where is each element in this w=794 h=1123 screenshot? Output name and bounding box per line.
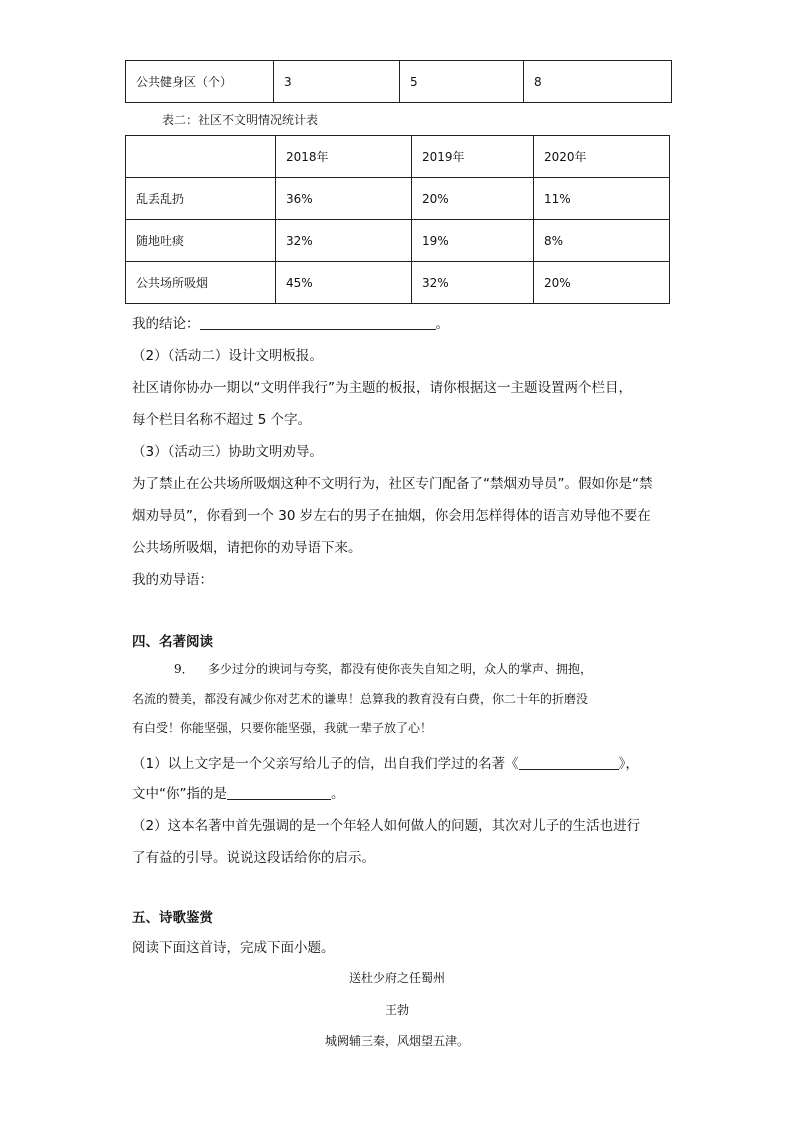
conclusion-label: 我的结论：	[132, 316, 200, 332]
activity3-text-line: 公共场所吸烟，请把你的劝导语下来。	[132, 540, 362, 556]
table-cell: 公共场所吸烟	[126, 262, 276, 304]
book-title-blank[interactable]	[519, 755, 619, 770]
conclusion-line	[132, 312, 449, 332]
passage-line: 多少过分的谀词与夸奖，都没有使你丧失自知之明，众人的掌声、拥抱，	[208, 662, 593, 676]
table-caption: 表二：社区不文明情况统计表	[162, 113, 319, 127]
table-header-row	[126, 136, 670, 178]
poem-line: 城阙辅三秦，风烟望五津。	[324, 1034, 469, 1048]
question-text: 文中“你”指的是	[132, 786, 227, 802]
poem-author: 王勃	[384, 1003, 409, 1017]
table-cell: 8	[524, 61, 672, 103]
question-text: 。	[331, 786, 345, 802]
table-cell: 32%	[276, 220, 412, 262]
passage-line: 名流的赞美，都没有减少你对艺术的谦卑！总算我的教育没有白费，你二十年的折磨没	[132, 692, 589, 706]
question-text: （1）以上文字是一个父亲写给儿子的信，出自我们学过的名著《	[132, 756, 519, 772]
table-cell: 5	[400, 61, 524, 103]
table-header-cell: 2020年	[534, 136, 670, 178]
table-cell: 32%	[412, 262, 534, 304]
question-number: 9．	[174, 662, 194, 676]
passage-line: 有白受！你能坚强，只要你能坚强，我就一辈子放了心！	[132, 721, 433, 735]
facilities-table	[125, 60, 672, 103]
table-cell: 45%	[276, 262, 412, 304]
poem-title: 送杜少府之任蜀州	[348, 971, 445, 985]
table-cell: 3	[274, 61, 400, 103]
you-refers-blank[interactable]	[227, 785, 331, 800]
activity3-text-line: 烟劝导员”，你看到一个 30 岁左右的男子在抽烟，你会用怎样得体的语言劝导他不要在	[132, 508, 651, 524]
answer-label: 我的劝导语：	[132, 572, 213, 588]
table-cell: 11%	[534, 178, 670, 220]
activity3-title: （3）（活动三）协助文明劝导。	[132, 444, 323, 460]
activity2-text-line: 社区请你协办一期以“文明伴我行”为主题的板报，请你根据这一主题设置两个栏目，	[132, 380, 632, 396]
instruction-text: 阅读下面这首诗，完成下面小题。	[132, 940, 335, 956]
table-cell: 公共健身区（个）	[126, 61, 274, 103]
question-line: 了有益的引导。说说这段话给你的启示。	[132, 850, 375, 866]
table-row	[126, 262, 670, 304]
table-cell: 19%	[412, 220, 534, 262]
activity3-text-line: 为了禁止在公共场所吸烟这种不文明行为，社区专门配备了“禁烟劝导员”。假如你是“禁	[132, 476, 653, 492]
activity2-text-line: 每个栏目名称不超过 5 个字。	[132, 412, 312, 428]
table-cell: 随地吐痰	[126, 220, 276, 262]
table-cell: 8%	[534, 220, 670, 262]
table-header-cell: 2018年	[276, 136, 412, 178]
question-line	[132, 752, 639, 772]
table-cell: 20%	[534, 262, 670, 304]
activity2-title: （2）（活动二）设计文明板报。	[132, 348, 323, 364]
table-header-cell	[126, 136, 276, 178]
conclusion-end: 。	[435, 316, 449, 332]
question-line: （2）这本名著中首先强调的是一个年轻人如何做人的问题，其次对儿子的生活也进行	[132, 818, 641, 834]
conclusion-blank[interactable]	[200, 315, 436, 330]
table-cell: 20%	[412, 178, 534, 220]
table-row	[126, 220, 670, 262]
table-cell: 36%	[276, 178, 412, 220]
question-line	[132, 782, 345, 802]
incivility-stats-table	[125, 135, 670, 304]
table-row	[126, 61, 672, 103]
table-row	[126, 178, 670, 220]
table-header-cell: 2019年	[412, 136, 534, 178]
table-cell: 乱丢乱扔	[126, 178, 276, 220]
section-heading: 四、名著阅读	[132, 634, 213, 650]
question-text: 》，	[618, 756, 639, 772]
section-heading: 五、诗歌鉴赏	[132, 910, 213, 926]
